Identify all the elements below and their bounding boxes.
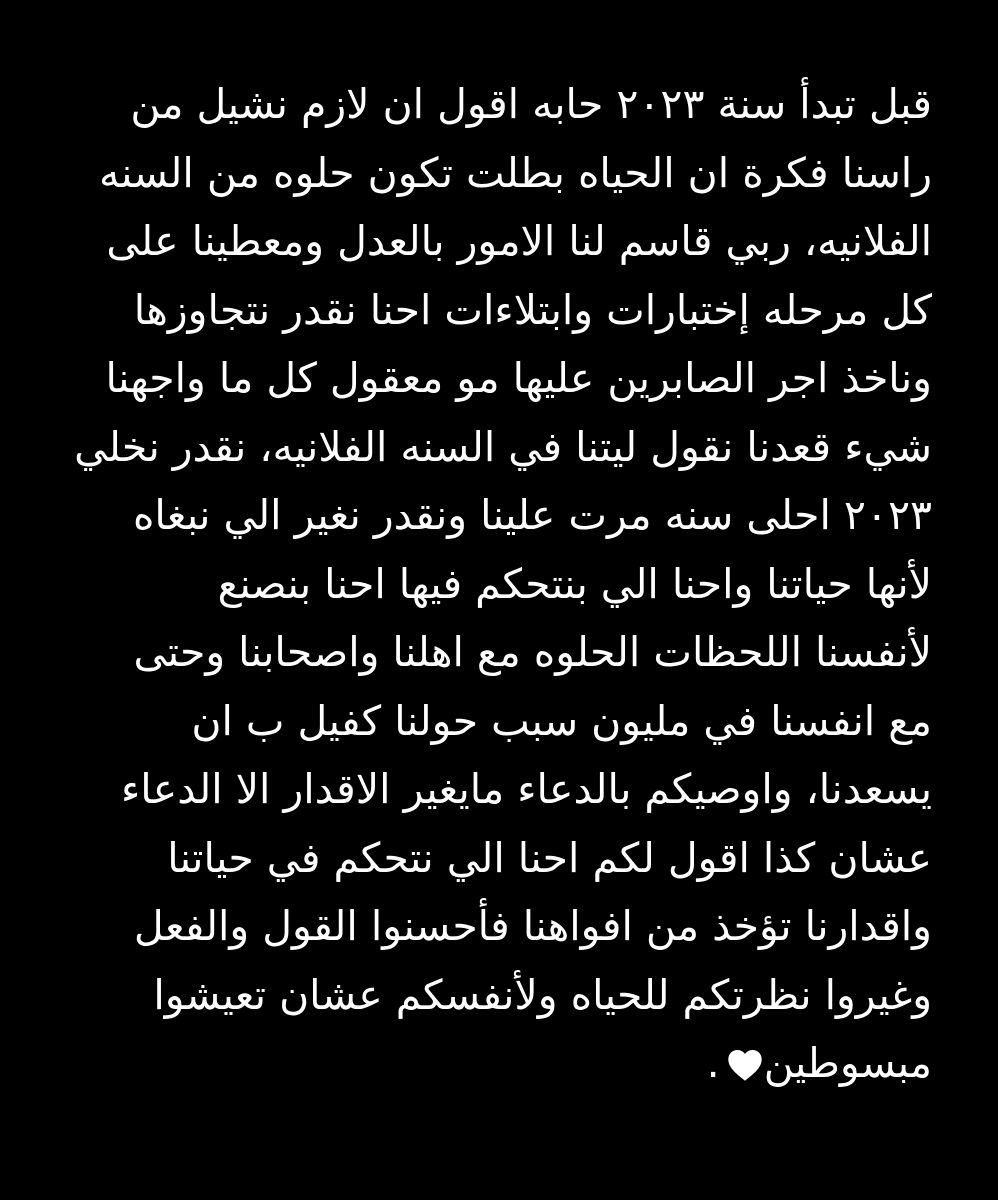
- note-line-last: [40, 1029, 932, 1098]
- note-line-12: عشان كذا اقول لكم احنا الي نتحكم في حياتنا: [167, 833, 932, 882]
- white-heart-icon: [726, 1048, 764, 1082]
- note-text: [40, 70, 932, 1098]
- end-period: .: [706, 1039, 720, 1087]
- note-line-14: وغيروا نظرتكم للحياه ولأنفسكم عشان تعيشوا: [153, 970, 932, 1019]
- note-line-7: ٢٠٢٣ احلى سنه مرت علينا ونقدر نغير الي نبغاه: [132, 491, 932, 539]
- note-line-3: الفلانيه، ربي قاسم لنا الامور بالعدل ومعطينا على: [106, 217, 932, 265]
- note-line-6: شيء قعدنا نقول ليتنا في السنه الفلانيه، نقدر نخلي: [74, 422, 932, 471]
- note-line-10: مع انفسنا في مليون سبب حولنا كفيل ب ان: [191, 696, 932, 745]
- note-line-2: راسنا فكرة ان الحياه بطلت تكون حلوه من السنه: [99, 148, 932, 197]
- note-last-word: مبسوطين: [763, 1039, 932, 1087]
- note-line-8: لأنها حياتنا واحنا الي بنتحكم فيها احنا بنصنع: [217, 559, 932, 608]
- note-line-4: كل مرحله إختبارات وابتلاءات احنا نقدر نتجاوزها: [133, 285, 932, 334]
- note-line-1: قبل تبدأ سنة ٢٠٢٣ حابه اقول ان لازم نشيل من: [130, 80, 932, 128]
- note-line-9: لأنفسنا اللحظات الحلوه مع اهلنا واصحابنا وحتى: [133, 628, 932, 676]
- note-line-11: يسعدنا، واوصيكم بالدعاء مايغير الاقدار الا الدعاء: [120, 765, 932, 813]
- note-line-5: وناخذ اجر الصابرين عليها مو معقول كل ما واجهنا: [105, 354, 932, 402]
- note-line-13: واقدارنا تؤخذ من افواهنا فأحسنوا القول والفعل: [133, 902, 932, 950]
